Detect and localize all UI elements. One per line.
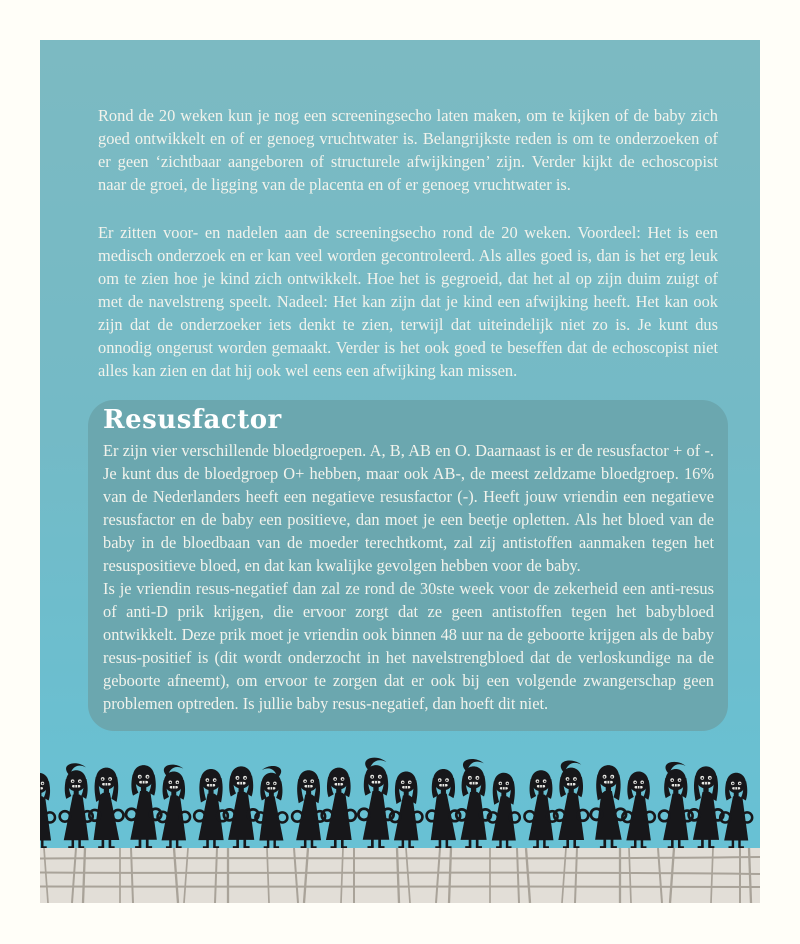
resusfactor-paragraph-bloedgroepen: Er zijn vier verschillende bloedgroepen. A, B, AB en O. Daarnaast is er de resusfactor + of -. Je kunt dus de bloedgroep O+ hebben, maar ook AB-, de meest zeldzame bloedgroep. 16% van de Nederlanders heeft een negatieve resusfactor (-). Heeft jouw vriendin een negatieve resusfactor en de baby een positieve, dan moet je een beetje opletten. Als het bloed van de baby in de bloedbaan van de moeder terechtkomt, zal zij antistoffen aanmaken tegen het resuspositieve bloed, en dat kan kwalijke gevolgen hebben voor de baby.: [103, 441, 714, 575]
resusfactor-title: Resusfactor: [103, 405, 282, 435]
intro-text-block: [98, 104, 718, 382]
tiled-floor-svg: [40, 848, 760, 903]
page-teal-background: [40, 40, 760, 903]
women-silhouettes-svg: [40, 756, 760, 852]
resusfactor-paragraph-anti-d-prik: Is je vriendin resus-negatief dan zal ze rond de 30ste week voor de zekerheid een anti-resus of anti-D prik krijgen, die ervoor zorgt dat ze geen antistoffen tegen het babybloed ontwikkelt. Deze prik moet je vriendin ook binnen 48 uur na de geboorte krijgen als de baby resus-positief is (dit wordt onderzocht in het navelstrengbloed dat de verloskundige na de geboorte afneemt), om ervoor te zorgen dat er ook bij een volgende zwangerschap geen problemen optreden. Is jullie baby resus-negatief, dan hoeft dit niet.: [103, 579, 714, 713]
intro-paragraph-screeningsecho: Rond de 20 weken kun je nog een screeningsecho laten maken, om te kijken of de baby zich goed ontwikkelt en of er genoeg vruchtwater is. Belangrijkste reden is om te onderzoeken of er geen ‘zichtbaar aangeboren of structurele afwijkingen’ zijn. Verder kijkt de echoscopist naar de groei, de ligging van de placenta en of er genoeg vruchtwater is.: [98, 106, 718, 194]
resusfactor-box: [88, 400, 728, 731]
women-silhouettes-illustration: [40, 756, 760, 852]
tiled-floor: [40, 848, 760, 903]
intro-paragraph-voor-en-nadelen: Er zitten voor- en nadelen aan de screeningsecho rond de 20 weken. Voordeel: Het is een medisch onderzoek en er kan veel worden gecontroleerd. Als alles goed is, dan is het erg leuk om te zien hoe je kind zich ontwikkelt. Hoe het is gegroeid, dat het al op zijn duim zuigt of met de navelstreng speelt. Nadeel: Het kan zijn dat je kind een afwijking heeft. Het kan ook zijn dat de onderzoeker iets denkt te zien, terwijl dat uiteindelijk niet zo is. Je kunt dus onnodig ongerust worden gemaakt. Verder is het ook goed te beseffen dat de echoscopist niet alles kan zien en dat hij ook wel eens een afwijking kan missen.: [98, 223, 718, 380]
